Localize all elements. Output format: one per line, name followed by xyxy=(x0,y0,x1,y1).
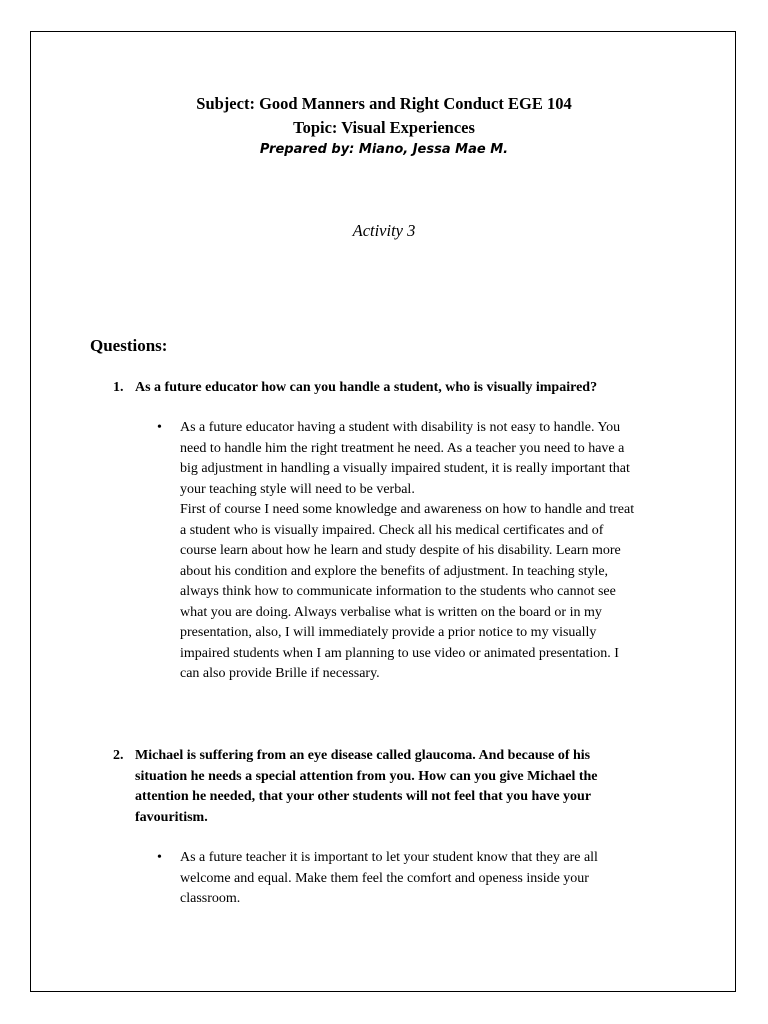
question-2-text: Michael is suffering from an eye disease called glaucoma. And because of his situation he needs a special attention from you. How can you give Michael the attention he needed, that your other students will not feel that you have your favouritism. xyxy=(135,748,598,825)
subject-title: Subject: Good Manners and Right Conduct EGE 104 xyxy=(196,94,572,113)
question-1-text: As a future educator how can you handle a student, who is visually impaired? xyxy=(135,380,598,395)
answer-2-text: As a future teacher it is important to let your student know that they are all welcome and equal. Make them feel the comfort and openess inside your classroom. xyxy=(180,850,598,906)
answer-1-bullet: • xyxy=(157,420,162,435)
questions-heading: Questions: xyxy=(90,336,168,355)
question-1-number: 1. xyxy=(113,380,124,395)
question-2-number: 2. xyxy=(113,748,124,763)
activity-title: Activity 3 xyxy=(352,221,416,240)
answer-1-text: As a future educator having a student with disability is not easy to handle. You need to handle him the right treatment he need. As a teacher you need to have a big adjustment in handling a visually impaired student, it is really important that your teaching style will need to be verbal. First of course I need some knowledge and awareness on how to handle and treat a student who is visually impaired. Check all his medical certificates and of course learn about how he learn and study despite of his disability. Learn more about his condition and explore the benefits of adjustment. In teaching style, always think how to communicate information to the students who cannot see what you are doing. Always verbalise what is written on the board or in my presentation, also, I will immediately provide a prior notice to my visually impaired students when I am planning to use video or animated presentation. I can also provide Brille if necessary. xyxy=(180,420,635,681)
topic-title: Topic: Visual Experiences xyxy=(293,118,475,137)
answer-2-bullet: • xyxy=(157,850,162,865)
prepared-by: Prepared by: Miano, Jessa Mae M. xyxy=(259,142,509,157)
